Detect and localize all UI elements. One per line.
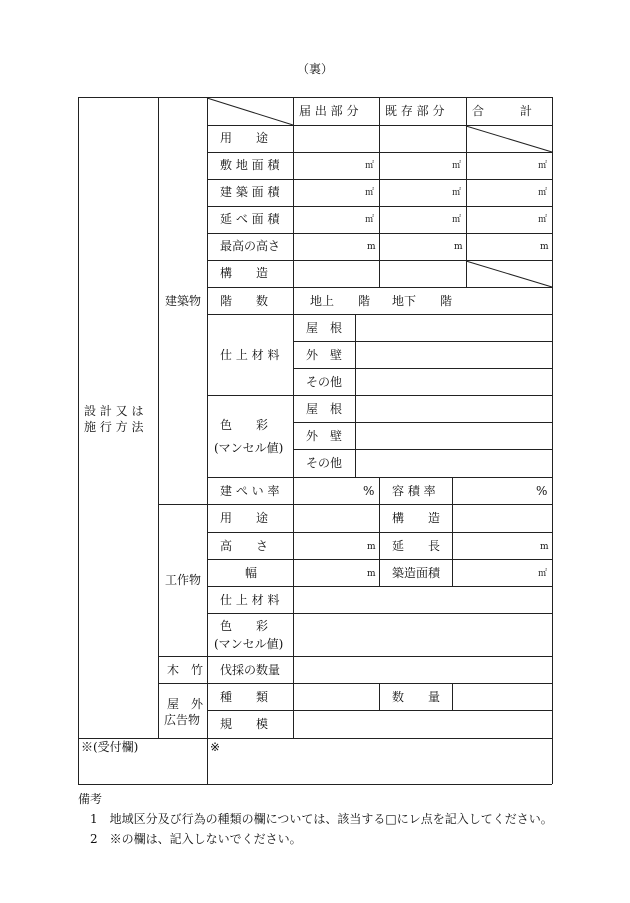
works-munsell-label: (マンセル値) — [214, 637, 284, 651]
felling-field[interactable] — [294, 657, 551, 682]
notified-floor-area-field[interactable] — [294, 207, 364, 232]
works-built-area-label: 築造面積 — [392, 566, 441, 580]
existing-building-area-field[interactable] — [380, 180, 450, 205]
munsell-label: (マンセル値) — [214, 441, 284, 455]
total-floor-area-field[interactable] — [467, 207, 537, 232]
table-border-bottom — [78, 784, 552, 785]
grid-line — [207, 287, 552, 288]
total-building-area-field[interactable] — [467, 180, 537, 205]
floors-below: 地下 階 — [392, 294, 453, 308]
notified-structure-field[interactable] — [294, 261, 378, 286]
row-building-area-label: 建 築 面 積 — [220, 185, 280, 199]
ad-label-line1: 屋 外 — [167, 697, 204, 711]
color-other-label: その他 — [306, 456, 343, 470]
row-floor-area-label: 延 べ 面 積 — [220, 212, 280, 226]
works-structure-label: 構 造 — [392, 511, 441, 525]
works-length-field[interactable] — [453, 533, 537, 558]
unit-percent: % — [363, 484, 375, 498]
remarks-heading: 備考 — [78, 792, 103, 806]
header-total: 合 計 — [472, 104, 533, 118]
finish-label: 仕 上 材 料 — [220, 348, 280, 362]
color-label: 色 彩 — [220, 418, 269, 432]
grid-line — [158, 97, 159, 738]
far-label: 容 積 率 — [392, 484, 436, 498]
bamboo-label: 木 竹 — [167, 663, 204, 677]
felling-label: 伐採の数量 — [220, 663, 281, 677]
ad-label-line2: 広告物 — [164, 713, 201, 727]
unit-sqm: ㎡ — [538, 215, 548, 225]
unit-m: m — [540, 542, 549, 552]
ad-quantity-label: 数 量 — [392, 690, 441, 704]
unit-sqm: ㎡ — [538, 188, 548, 198]
group-label-line1: 設 計 又 は — [84, 404, 144, 418]
unit-sqm: ㎡ — [365, 215, 375, 225]
unit-sqm: ㎡ — [538, 569, 548, 579]
ad-quantity-field[interactable] — [453, 684, 551, 709]
works-height-label: 高 さ — [220, 539, 269, 553]
building-label: 建築物 — [165, 294, 202, 308]
row-max-height-label: 最高の高さ — [220, 239, 281, 253]
finish-roof-label: 屋 根 — [306, 321, 343, 335]
grid-line — [379, 477, 380, 504]
header-notified: 届 出 部 分 — [299, 104, 359, 118]
works-use-field[interactable] — [294, 505, 378, 531]
coverage-field[interactable] — [294, 478, 359, 503]
finish-wall-field[interactable] — [356, 342, 551, 367]
total-site-area-field[interactable] — [467, 153, 537, 178]
existing-site-area-field[interactable] — [380, 153, 450, 178]
works-finish-label: 仕 上 材 料 — [220, 593, 280, 607]
existing-use-field[interactable] — [380, 126, 465, 151]
ad-scale-label: 規 模 — [220, 717, 269, 731]
color-roof-label: 屋 根 — [306, 402, 343, 416]
finish-wall-label: 外 壁 — [306, 348, 343, 362]
reception-mark: ※ — [210, 740, 221, 754]
reception-label: ※(受付欄) — [81, 740, 139, 754]
unit-m: m — [367, 242, 376, 252]
unit-m: m — [367, 542, 376, 552]
finish-other-label: その他 — [306, 375, 343, 389]
table-border-right — [552, 97, 553, 784]
grid-line — [379, 504, 380, 586]
works-color-label: 色 彩 — [220, 619, 269, 633]
notified-site-area-field[interactable] — [294, 153, 364, 178]
ad-kind-field[interactable] — [294, 684, 378, 709]
remarks-item: 1 地域区分及び行為の種類の欄については、該当する□にレ点を記入してください。 — [90, 812, 553, 826]
works-label: 工作物 — [165, 573, 202, 587]
works-width-label: 幅 — [245, 566, 258, 580]
ad-kind-label: 種 類 — [220, 690, 269, 704]
works-width-field[interactable] — [294, 560, 364, 585]
notified-height-field[interactable] — [294, 234, 364, 259]
page-side-label: （裏） — [296, 62, 333, 76]
remarks-item: 2 ※の欄は、記入しないでください。 — [90, 832, 302, 846]
unit-sqm: ㎡ — [365, 161, 375, 171]
floors-above: 地上 階 — [310, 294, 371, 308]
group-label-line2: 施 行 方 法 — [84, 420, 144, 434]
works-structure-field[interactable] — [453, 505, 551, 531]
color-roof-field[interactable] — [356, 396, 551, 421]
works-use-label: 用 途 — [220, 511, 269, 525]
unit-sqm: ㎡ — [452, 188, 462, 198]
existing-height-field[interactable] — [380, 234, 450, 259]
row-floors-label: 階 数 — [220, 294, 269, 308]
grid-line — [78, 738, 552, 739]
unit-percent: % — [536, 484, 548, 498]
far-field[interactable] — [453, 478, 533, 503]
unit-m: m — [540, 242, 549, 252]
grid-line — [379, 683, 380, 710]
notified-building-area-field[interactable] — [294, 180, 364, 205]
unit-m: m — [367, 569, 376, 579]
total-height-field[interactable] — [467, 234, 537, 259]
works-finish-field[interactable] — [294, 587, 551, 612]
row-structure-label: 構 造 — [220, 266, 269, 280]
color-other-field[interactable] — [356, 450, 551, 476]
row-use-label: 用 途 — [220, 131, 269, 145]
unit-sqm: ㎡ — [452, 161, 462, 171]
works-height-field[interactable] — [294, 533, 364, 558]
notified-use-field[interactable] — [294, 126, 378, 151]
finish-other-field[interactable] — [356, 369, 551, 394]
existing-floor-area-field[interactable] — [380, 207, 450, 232]
works-length-label: 延 長 — [392, 539, 441, 553]
unit-sqm: ㎡ — [452, 215, 462, 225]
coverage-label: 建 ぺ い 率 — [220, 484, 280, 498]
unit-sqm: ㎡ — [365, 188, 375, 198]
existing-structure-field[interactable] — [380, 261, 465, 286]
remarks-section — [78, 789, 553, 849]
works-built-area-field[interactable] — [453, 560, 537, 585]
table-border-top — [78, 97, 552, 98]
header-existing: 既 存 部 分 — [385, 104, 445, 118]
color-wall-label: 外 壁 — [306, 429, 343, 443]
finish-roof-field[interactable] — [356, 315, 551, 340]
works-color-field[interactable] — [294, 614, 551, 655]
ad-scale-field[interactable] — [294, 711, 551, 737]
table-border-left — [78, 97, 79, 784]
row-site-area-label: 敷 地 面 積 — [220, 158, 280, 172]
unit-sqm: ㎡ — [538, 161, 548, 171]
grid-line — [207, 97, 208, 784]
unit-m: m — [454, 242, 463, 252]
color-wall-field[interactable] — [356, 423, 551, 448]
